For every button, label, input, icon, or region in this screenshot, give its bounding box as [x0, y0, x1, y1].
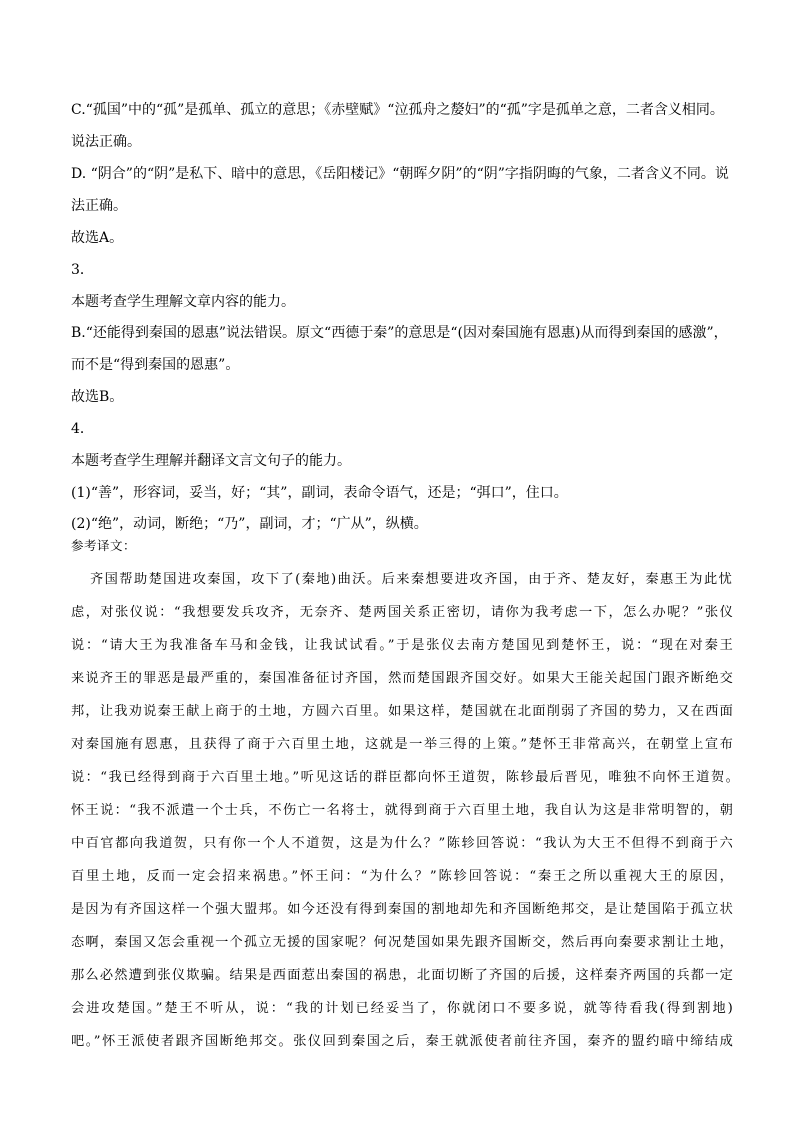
- answer-line: (1)“善”，形容词，妥当，好；“其”，副词，表命令语气，还是；“弭口”，住口。: [71, 485, 568, 501]
- translation-line: 那么必然遭到张仪欺骗。结果是西面惹出秦国的祸患，北面切断了齐国的后援，这样秦齐两国的兵都一定: [71, 968, 733, 983]
- translation-line: 对秦国施有恩惠，且获得了商于六百里土地，这就是一举三得的上策。”楚怀王非常高兴，在朝堂上宣布: [71, 737, 733, 752]
- answer-line: 说法正确。: [71, 134, 141, 150]
- answer-line: D. “阴合”的“阴”是私下、暗中的意思，《岳阳楼记》“朝晖夕阴”的“阴”字指阴晦的气象，二者含义不同。说: [71, 166, 729, 182]
- answer-line: 故选A。: [71, 230, 124, 246]
- translation-line: 说：“我已经得到商于六百里土地。”听见这话的群臣都向怀王道贺，陈轸最后晋见，唯独不向怀王道贺。: [71, 770, 739, 785]
- translation-line: 来说齐王的罪恶是最严重的，秦国准备征讨齐国，然而楚国跟齐国交好。如果大王能关起国门跟齐断绝交: [71, 671, 733, 686]
- translation-line: 是因为有齐国这样一个强大盟邦。如今还没有得到秦国的割地却先和齐国断绝邦交，是让楚国陷于孤立状: [71, 902, 733, 917]
- translation-line: 怀王说：“我不派遣一个士兵，不伤亡一名将士，就得到商于六百里土地，我自认为这是非常明智的，朝: [71, 803, 733, 818]
- answer-line: B.“还能得到秦国的恩惠”说法错误。原文“西德于秦”的意思是“(因对秦国施有恩惠)从而得到秦国的感激”，: [71, 325, 728, 341]
- translation-line: 会进攻楚国。”楚王不听从，说：“我的计划已经妥当了，你就闭口不要多说，就等待看我(得到割地): [71, 1001, 733, 1016]
- translation-line: 吧。”怀王派使者跟齐国断绝邦交。张仪回到秦国之后，秦王就派使者前往齐国，秦齐的盟约暗中缔结成: [71, 1034, 733, 1049]
- translation-line: 百里土地，反而一定会招来祸患。”怀王问：“为什么？”陈轸回答说：“秦王之所以重视大王的原因，: [71, 869, 733, 884]
- answer-line: C.“孤国”中的“孤”是孤单、孤立的意思；《赤壁赋》“泣孤舟之嫠妇”的“孤”字是孤单之意，二者含义相同。: [71, 102, 724, 118]
- translation-line: 说：“请大王为我准备车马和金钱，让我试试看。”于是张仪去南方楚国见到楚怀王，说：“现在对秦王: [71, 638, 733, 653]
- answer-line: 故选B。: [71, 389, 124, 405]
- translation-line: 虑，对张仪说：“我想要发兵攻齐，无奈齐、楚两国关系正密切，请你为我考虑一下，怎么办呢？”张仪: [71, 605, 733, 620]
- question-number: 3．: [71, 262, 94, 278]
- answer-line: 本题考查学生理解并翻译文言文句子的能力。: [71, 453, 351, 469]
- answer-line: 法正确。: [71, 198, 127, 214]
- answer-line: 而不是“得到秦国的恩惠”。: [71, 357, 240, 373]
- reference-translation-title: 参考译文：: [71, 538, 137, 553]
- translation-line: 邦，让我劝说秦王献上商于的土地，方圆六百里。如果这样，楚国就在北面削弱了齐国的势力，又在西面: [71, 704, 733, 719]
- answer-line: 本题考查学生理解文章内容的能力。: [71, 294, 295, 310]
- translation-line: 齐国帮助楚国进攻秦国，攻下了(秦地)曲沃。后来秦想要进攻齐国，由于齐、楚友好，秦惠王为此忧: [90, 572, 732, 587]
- translation-line: 中百官都向我道贺，只有你一个人不道贺，这是为什么？”陈轸回答说：“我认为大王不但得不到商于六: [71, 836, 733, 851]
- answer-line: (2)“绝”，动词，断绝；“乃”，副词，才；“广从”，纵横。: [71, 516, 428, 532]
- translation-line: 态啊，秦国又怎会重视一个孤立无援的国家呢？何况楚国如果先跟齐国断交，然后再向秦要求割让土地，: [71, 935, 733, 950]
- question-number: 4．: [71, 421, 94, 437]
